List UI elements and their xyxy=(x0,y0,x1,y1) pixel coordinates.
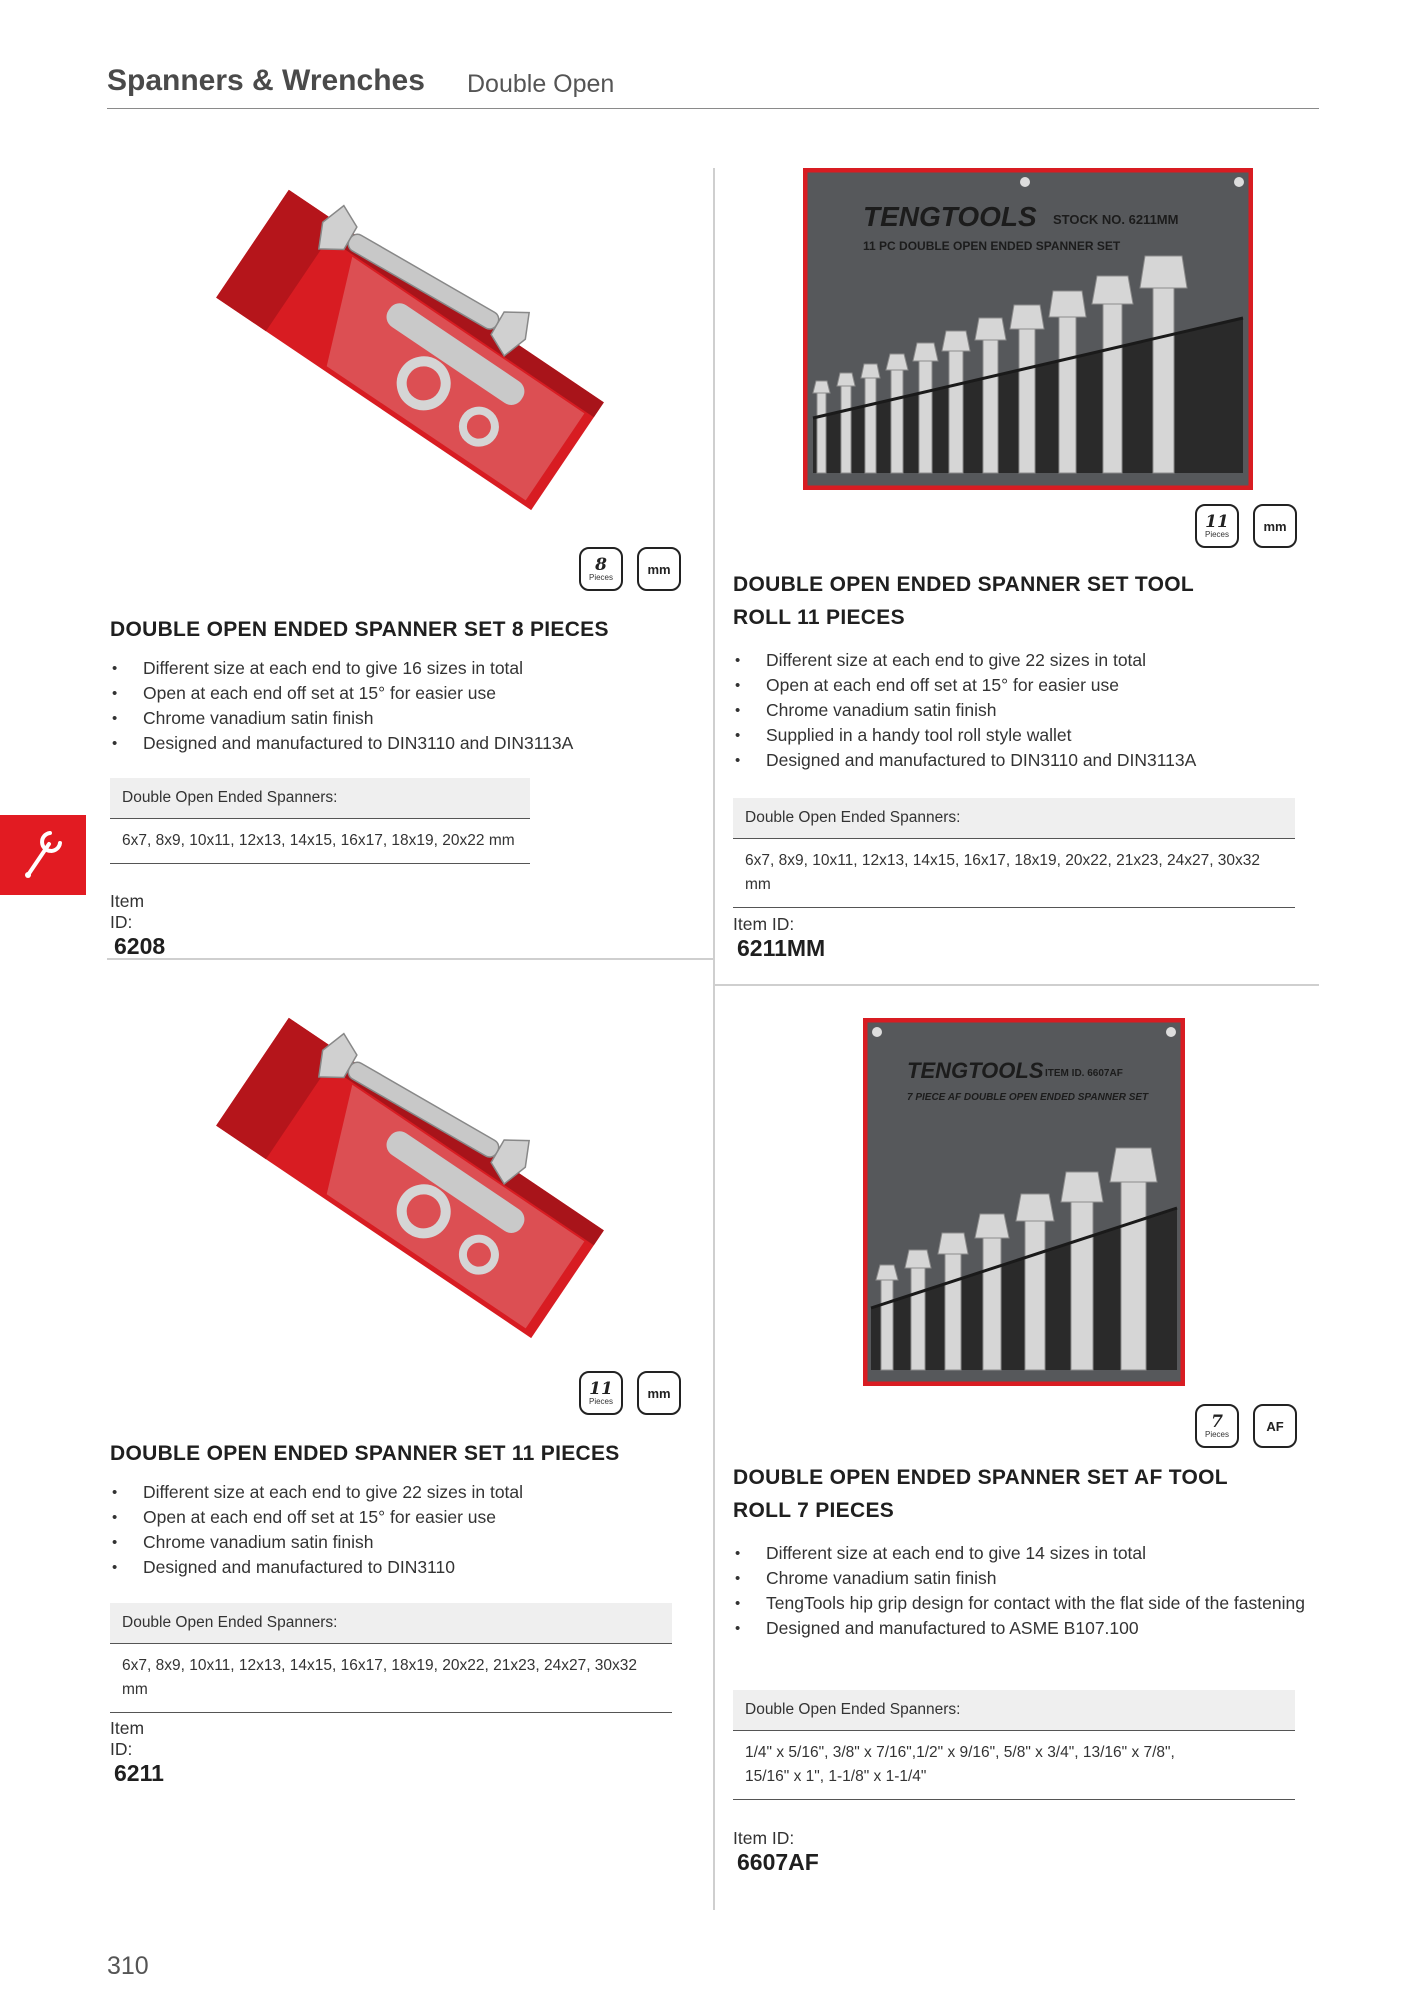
badge-group xyxy=(1195,504,1297,548)
item-id: Item ID: 6208 xyxy=(110,891,166,959)
unit-badge: mm xyxy=(1253,504,1297,548)
spec-value: 6x7, 8x9, 10x11, 12x13, 14x15, 16x17, 18x19, 20x22, 21x23, 24x27, 30x32 mm xyxy=(733,839,1295,908)
page-subtitle: Double Open xyxy=(467,70,615,98)
spec-table xyxy=(110,778,530,864)
feature-item: • Open at each end off set at 15° for easier use xyxy=(110,681,705,706)
row-divider-left xyxy=(107,958,713,960)
item-id: Item ID: 6211 xyxy=(110,1718,164,1786)
spec-table xyxy=(733,1690,1295,1800)
feature-item: • Supplied in a handy tool roll style wallet xyxy=(733,723,1323,748)
item-id-value: 6211MM xyxy=(737,935,826,961)
feature-item: • Open at each end off set at 15° for easier use xyxy=(110,1505,705,1530)
product-title: DOUBLE OPEN ENDED SPANNER SET 8 PIECES xyxy=(110,618,609,641)
spec-value: 1/4" x 5/16", 3/8" x 7/16",1/2" x 9/16", 5/8" x 3/4", 13/16" x 7/8", 15/16" x 1", 1-1/8" x 1-1/4" xyxy=(733,1731,1295,1800)
feature-item: • Chrome vanadium satin finish xyxy=(733,698,1323,723)
spec-label: Double Open Ended Spanners: xyxy=(110,1603,672,1644)
feature-list xyxy=(110,1480,705,1580)
roll-stock: ITEM ID. 6607AF xyxy=(1045,1068,1123,1079)
feature-list xyxy=(110,656,705,756)
badge-group xyxy=(579,1371,681,1415)
feature-item: • TengTools hip grip design for contact with the flat side of the fastening xyxy=(733,1591,1318,1616)
roll-caption: 11 PC DOUBLE OPEN ENDED SPANNER SET xyxy=(863,239,1121,253)
badge-group xyxy=(579,547,681,591)
feature-item: • Different size at each end to give 22 sizes in total xyxy=(733,648,1323,673)
item-id-value: 6607AF xyxy=(737,1849,819,1875)
page-title: Spanners & Wrenches xyxy=(107,64,425,97)
row-divider-right xyxy=(713,984,1319,986)
spec-label: Double Open Ended Spanners: xyxy=(733,798,1295,839)
feature-list xyxy=(733,1541,1318,1641)
pieces-badge: 7 Pieces xyxy=(1195,1404,1239,1448)
feature-item: • Designed and manufactured to DIN3110 and DIN3113A xyxy=(733,748,1323,773)
page-number: 310 xyxy=(107,1952,149,1980)
unit-badge: mm xyxy=(637,1371,681,1415)
pieces-badge: 8 Pieces xyxy=(579,547,623,591)
spec-label: Double Open Ended Spanners: xyxy=(733,1690,1295,1731)
feature-item: • Chrome vanadium satin finish xyxy=(110,706,705,731)
spec-table xyxy=(110,1603,672,1713)
page-header xyxy=(107,62,1319,109)
unit-badge: AF xyxy=(1253,1404,1297,1448)
feature-item: • Designed and manufactured to ASME B107.100 xyxy=(733,1616,1318,1641)
column-divider xyxy=(713,168,715,1910)
spec-label: Double Open Ended Spanners: xyxy=(110,778,530,819)
feature-item: • Designed and manufactured to DIN3110 xyxy=(110,1555,705,1580)
pieces-badge: 11 Pieces xyxy=(1195,504,1239,548)
roll-caption: 7 PIECE AF DOUBLE OPEN ENDED SPANNER SET xyxy=(907,1092,1149,1103)
product-image-box-set xyxy=(190,165,630,535)
roll-brand: TENGTOOLS xyxy=(863,201,1037,232)
feature-item: • Different size at each end to give 16 sizes in total xyxy=(110,656,705,681)
roll-stock: STOCK NO. 6211MM xyxy=(1053,212,1179,227)
spec-table xyxy=(733,798,1295,908)
feature-item: • Designed and manufactured to DIN3110 and DIN3113A xyxy=(110,731,705,756)
roll-brand: TENGTOOLS xyxy=(907,1058,1044,1083)
feature-item: • Chrome vanadium satin finish xyxy=(733,1566,1318,1591)
feature-item: • Different size at each end to give 14 sizes in total xyxy=(733,1541,1318,1566)
spec-value: 6x7, 8x9, 10x11, 12x13, 14x15, 16x17, 18x19, 20x22, 21x23, 24x27, 30x32 mm xyxy=(110,1644,672,1713)
product-image-box-set xyxy=(190,993,630,1363)
feature-list xyxy=(733,648,1323,773)
section-tab xyxy=(0,815,86,895)
item-id: Item ID: 6211MM xyxy=(733,914,826,961)
feature-item: • Different size at each end to give 22 sizes in total xyxy=(110,1480,705,1505)
badge-group xyxy=(1195,1404,1297,1448)
product-image-tool-roll xyxy=(803,168,1253,490)
item-id-value: 6208 xyxy=(114,933,166,959)
feature-item: • Chrome vanadium satin finish xyxy=(110,1530,705,1555)
product-title: DOUBLE OPEN ENDED SPANNER SET 11 PIECES xyxy=(110,1442,620,1465)
feature-item: • Open at each end off set at 15° for easier use xyxy=(733,673,1323,698)
wrench-icon xyxy=(20,827,66,883)
item-id-value: 6211 xyxy=(114,1760,164,1786)
product-title: DOUBLE OPEN ENDED SPANNER SET TOOL ROLL 11 PIECES xyxy=(733,573,1194,629)
product-image-tool-roll xyxy=(863,1018,1185,1386)
product-title: DOUBLE OPEN ENDED SPANNER SET AF TOOL ROLL 7 PIECES xyxy=(733,1466,1228,1522)
spec-value: 6x7, 8x9, 10x11, 12x13, 14x15, 16x17, 18x19, 20x22 mm xyxy=(110,819,530,864)
item-id: Item ID: 6607AF xyxy=(733,1828,819,1875)
unit-badge: mm xyxy=(637,547,681,591)
pieces-badge: 11 Pieces xyxy=(579,1371,623,1415)
